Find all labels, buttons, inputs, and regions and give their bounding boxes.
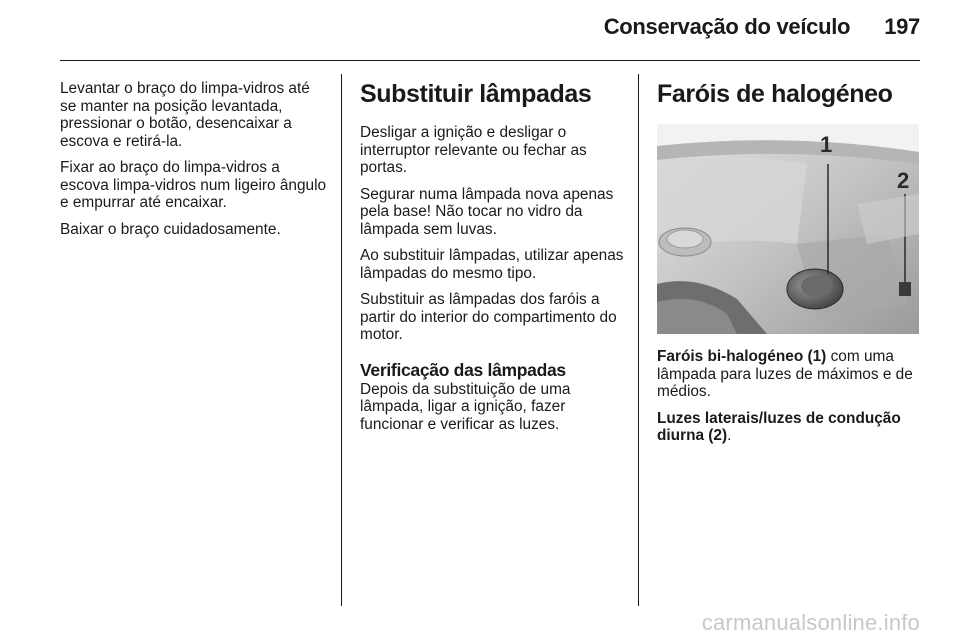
section-title: Conservação do veículo — [603, 14, 851, 39]
legend-item-1-text: com uma lâmpada para luzes de máximos e de médios. — [657, 348, 913, 400]
paragraph: Baixar o braço cuidadosamente. — [60, 220, 281, 238]
page-number: 197 — [884, 14, 920, 39]
column-halogen-headlights — [657, 80, 921, 454]
headlight-illustration — [657, 124, 919, 334]
column-wiper-instructions — [60, 80, 328, 247]
paragraph: Depois da substituição de uma lâmpada, ligar a ignição, fazer funcionar e verificar as luzes. — [360, 380, 571, 433]
paragraph: Segurar numa lâmpada nova apenas pela base! Não tocar no vidro da lâmpada sem luvas. — [360, 185, 614, 238]
paragraph: Ao substituir lâmpadas, utilizar apenas lâmpadas do mesmo tipo. — [360, 247, 624, 282]
watermark: carmanualsonline.info — [701, 610, 920, 635]
section-heading: Substituir lâmpadas — [360, 80, 592, 108]
headlight-photo — [657, 124, 919, 334]
paragraph: Desligar a ignição e desligar o interruptor relevante ou fechar as portas. — [360, 124, 587, 176]
page-header — [604, 14, 920, 40]
header-rule — [60, 60, 920, 61]
legend-item-2-text: . — [727, 427, 732, 444]
legend-item-2 — [657, 410, 921, 445]
paragraph: Fixar ao braço do limpa-vidros a escova limpa-vidros num ligeiro ângulo e empurrar até encaixar. — [60, 159, 327, 211]
legend-item-1-label: Faróis bi-halogéneo (1) — [657, 348, 827, 365]
callout-2: 2 — [897, 168, 910, 193]
section-heading: Faróis de halogéneo — [657, 80, 893, 108]
paragraph: Substituir as lâmpadas dos faróis a partir do interior do compartimento do motor. — [360, 291, 617, 343]
column-divider-1 — [341, 74, 342, 606]
paragraph: Levantar o braço do limpa-vidros até se manter na posição levantada, pressionar o botão, desencaixar a escova e retirá-la. — [60, 80, 310, 150]
legend-item-1 — [657, 348, 921, 401]
callout-1: 1 — [820, 132, 833, 157]
legend-item-2-label: Luzes laterais/luzes de condução diurna (2) — [657, 409, 901, 444]
column-divider-2 — [638, 74, 639, 606]
subsection-heading: Verificação das lâmpadas — [360, 359, 566, 380]
column-bulb-replacement — [360, 80, 628, 442]
